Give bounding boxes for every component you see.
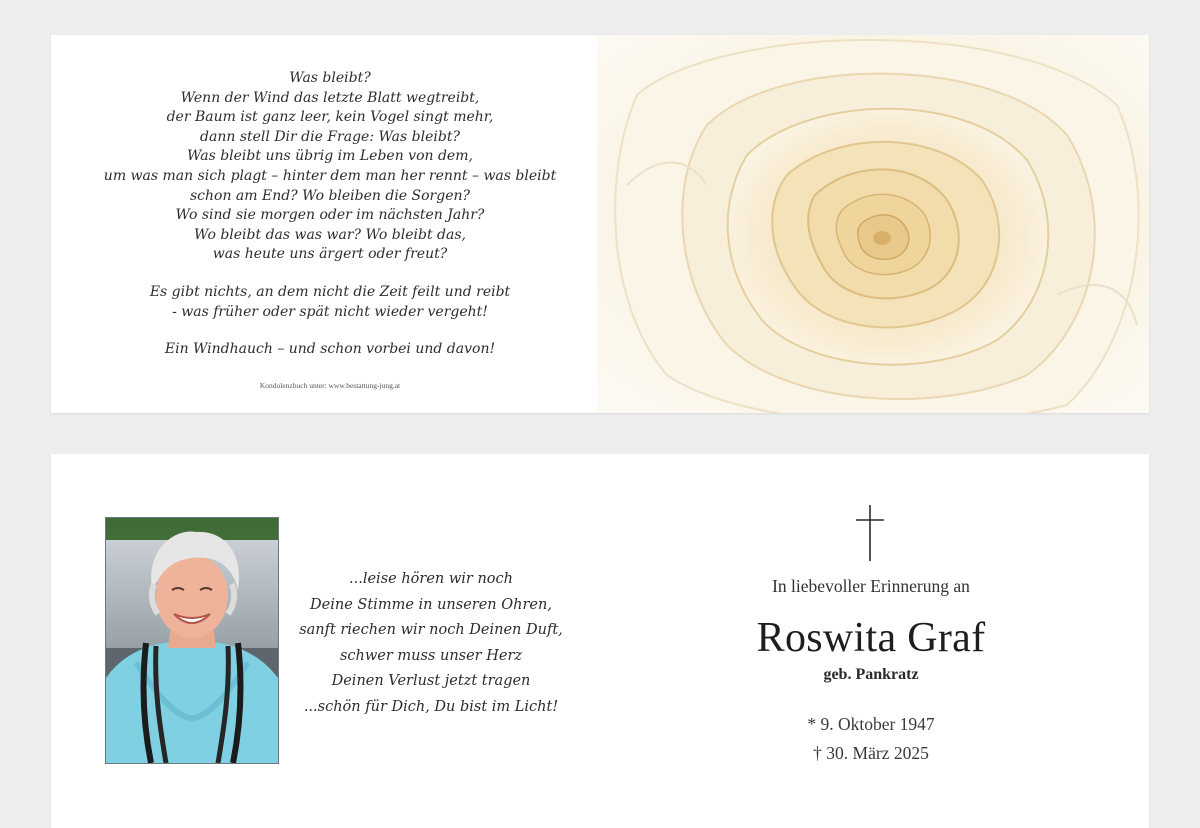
poem-line: Was bleibt uns übrig im Leben von dem, [187, 148, 473, 165]
poem-line: was heute uns ärgert oder freut? [212, 246, 448, 263]
condolence-book-note: Kondolenzbuch unter: www.bestattung-jung.at [259, 381, 401, 390]
poem-line: Ein Windhauch – und schon vorbei und davon! [164, 341, 496, 358]
poem-line: Wenn der Wind das letzte Blatt wegtreibt, [180, 89, 480, 106]
life-dates [671, 710, 1071, 768]
poem [51, 69, 609, 360]
poem-line: schon am End? Wo bleiben die Sorgen? [189, 187, 471, 204]
poem-line: Was bleibt? [289, 70, 371, 86]
verse-line: Deine Stimme in unseren Ohren, [310, 596, 552, 613]
poem-line: dann stell Dir die Frage: Was bleibt? [200, 128, 460, 145]
poem-card [51, 35, 1149, 413]
deceased-name: Roswita Graf [756, 615, 986, 661]
stanza-gap [51, 322, 609, 340]
memorial-card [51, 454, 1149, 828]
birth-date: * 9. Oktober 1947 [807, 714, 935, 734]
cross-icon [854, 504, 886, 562]
rose-image [597, 35, 1149, 413]
white-rose-photo [597, 35, 1149, 413]
poem-line: Wo bleibt das was war? Wo bleibt das, [194, 226, 466, 243]
memory-label: In liebevoller Erinnerung an [772, 576, 970, 596]
poem-line: - was früher oder spät nicht wieder vergeht! [172, 303, 488, 320]
verse-line: ...schön für Dich, Du bist im Licht! [303, 698, 559, 715]
death-date: † 30. März 2025 [813, 743, 929, 763]
verse-line: schwer muss unser Herz [339, 647, 523, 664]
verse-line: sanft riechen wir noch Deinen Duft, [299, 622, 563, 638]
maiden-name: geb. Pankratz [823, 666, 919, 683]
portrait-image [106, 518, 278, 763]
poem-line: Es gibt nichts, an dem nicht die Zeit feilt und reibt [149, 283, 511, 300]
verse-line: Deinen Verlust jetzt tragen [331, 673, 531, 689]
verse-line: ...leise hören wir noch [349, 571, 513, 587]
verse [276, 567, 586, 720]
stanza-gap [51, 265, 609, 283]
poem-line: der Baum ist ganz leer, kein Vogel singt mehr, [166, 109, 494, 126]
portrait-photo [105, 517, 279, 764]
poem-line: um was man sich plagt – hinter dem man her rennt – was bleibt [103, 167, 557, 184]
poem-line: Wo sind sie morgen oder im nächsten Jahr? [175, 207, 485, 224]
